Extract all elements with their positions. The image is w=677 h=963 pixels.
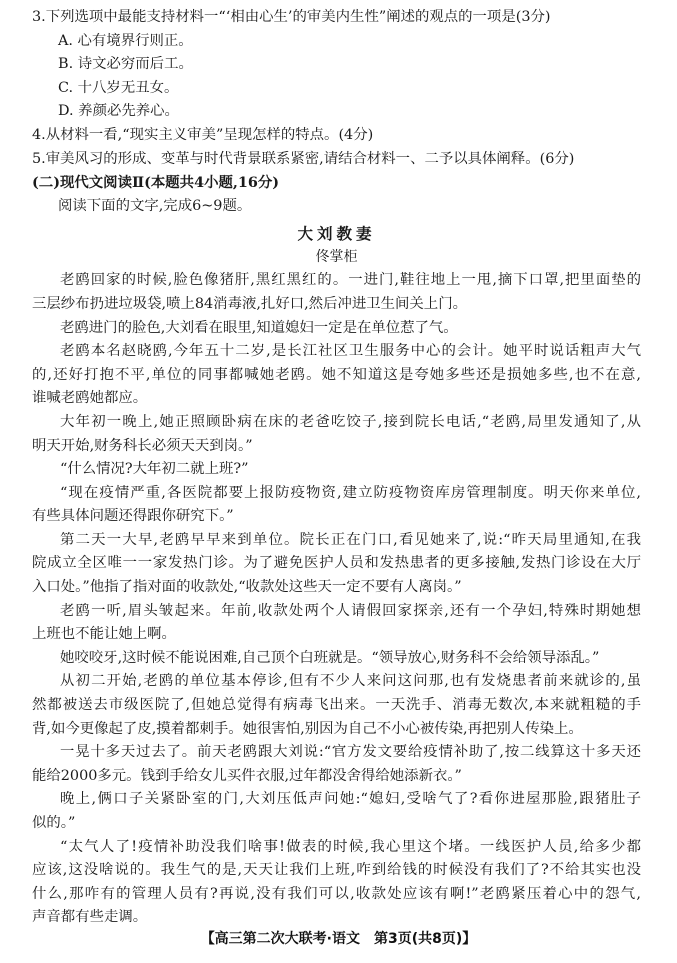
option-a: A. 心有境界行则正。 xyxy=(58,32,193,49)
article-paragraph xyxy=(32,836,641,930)
paragraph-line: 谁喊老鸥她都应。 xyxy=(32,390,148,407)
paragraph-line: 老鸥进门的脸色,大刘看在眼里,知道媳妇一定是在单位惹了气。 xyxy=(60,319,458,336)
paragraph-line: 什么,那咋有的管理人员有?再说,没有我们可以,收款处应该有啊!”老鸥紧压着心中的怨气, xyxy=(32,885,641,902)
paragraph-line: 能给2000多元。钱到手给女儿买件衣服,过年都没舍得给她添新衣。” xyxy=(32,767,462,784)
question-3: 3.下列选项中最能支持材料一“‘相由心生’的审美内生性”阐述的观点的一项是(3分) xyxy=(32,9,551,25)
option-b: B. 诗文必穷而后工。 xyxy=(58,56,193,73)
article-paragraph xyxy=(32,458,641,482)
option-d: D. 养颜必先养心。 xyxy=(58,103,179,120)
paragraph-line: 院成立全区唯一一家发热门诊。为了避免医护人员和发热患者的更多接触,发热门诊设在大厅 xyxy=(32,555,641,572)
paragraph-line: “什么情况?大年初二就上班?” xyxy=(60,461,249,478)
paragraph-line: 从初二开始,老鸥的单位基本停诊,但有不少人来问这问那,也有发烧患者前来就诊的,虽 xyxy=(60,673,641,690)
article-body xyxy=(32,269,641,930)
paragraph-line: 老鸥回家的时候,脸色像猪肝,黑红黑红的。一进门,鞋往地上一甩,摘下口罩,把里面垫的 xyxy=(60,272,641,289)
article-paragraph xyxy=(32,788,641,835)
paragraph-line: 晚上,俩口子关紧卧室的门,大刘压低声问她:“媳妇,受啥气了?看你进屋那脸,跟猪肚子 xyxy=(60,791,641,808)
paragraph-line: 有些具体问题还得跟你研究下。” xyxy=(32,508,234,525)
paragraph-line: 大年初一晚上,她正照顾卧病在床的老爸吃饺子,接到院长电话,“老鸥,局里发通知了,从 xyxy=(60,413,641,430)
article-paragraph xyxy=(32,482,641,529)
article-title: 大刘教妻 xyxy=(297,225,376,244)
paragraph-line: 老鸥本名赵晓鸥,今年五十二岁,是长江社区卫生服务中心的会计。她平时说话粗声大气 xyxy=(60,343,641,360)
paragraph-line: 三层纱布扔进垃圾袋,喷上84消毒液,扎好口,然后冲进卫生间关上门。 xyxy=(32,295,467,312)
option-c: C. 十八岁无丑女。 xyxy=(58,79,179,96)
article-paragraph xyxy=(32,647,641,671)
paragraph-line: “太气人了!疫情补助没我们啥事!做表的时候,我心里这个堵。一线医护人员,给多少都 xyxy=(60,838,641,855)
paragraph-line: 明天开始,财务科长必须天天到岗。” xyxy=(32,437,253,454)
question-5: 5.审美风习的形成、变革与时代背景联系紧密,请结合材料一、二予以具体阐释。(6分) xyxy=(32,150,575,167)
paragraph-line: 她咬咬牙,这时候不能说困难,自己顶个白班就是。“领导放心,财务科不会给领导添乱。” xyxy=(60,649,600,666)
article-paragraph xyxy=(32,670,641,741)
section-heading: (二)现代文阅读Ⅱ(本题共4小题,16分) xyxy=(32,174,280,192)
paragraph-line: 一晃十多天过去了。前天老鸥跟大刘说:“官方发文要给疫情补助了,按二线算这十多天还 xyxy=(60,744,641,761)
article-author: 佟掌柜 xyxy=(315,249,358,266)
paragraph-line: 应该,这没啥说的。我生气的是,天天让我们上班,咋到给钱的时候没有我们了?不给其实也没 xyxy=(32,862,641,879)
paragraph-line: 老鸥一听,眉头皱起来。年前,收款处两个人请假回家探亲,还有一个孕妇,特殊时期她想 xyxy=(60,602,641,619)
paragraph-line: 第二天一大早,老鸥早早来到单位。院长正在门口,看见她来了,说:“昨天局里通知,在我 xyxy=(60,531,641,548)
reading-instruction: 阅读下面的文字,完成6~9题。 xyxy=(58,197,252,214)
page-footer: 【高三第二次大联考·语文 第3页(共8页)】 xyxy=(200,931,477,947)
article-paragraph xyxy=(32,317,641,341)
paragraph-line: “现在疫情严重,各医院都要上报防疫物资,建立防疫物资库房管理制度。明天你来单位, xyxy=(60,484,641,501)
article-paragraph xyxy=(32,529,641,600)
article-paragraph xyxy=(32,340,641,411)
article-paragraph xyxy=(32,411,641,458)
paragraph-line: 上班也不能让她上啊。 xyxy=(32,626,176,643)
article-paragraph xyxy=(32,600,641,647)
paragraph-line: 然都被送去市级医院了,但她总觉得有病毒飞出来。一天洗手、消毒无数次,本来就粗糙的手 xyxy=(32,697,641,714)
article-paragraph xyxy=(32,741,641,788)
paragraph-line: 声音都有些走调。 xyxy=(32,909,148,926)
question-4: 4.从材料一看,“现实主义审美”呈现怎样的特点。(4分) xyxy=(32,126,374,143)
paragraph-line: 似的。” xyxy=(32,815,76,831)
paragraph-line: 的,还好打抱不平,单位的同事都喊她老鸥。她不知道这是夸她多些还是损她多些,也不在意, xyxy=(32,366,641,383)
paragraph-line: 入口处。”他指了指对面的收款处,“收款处这些天一定不要有人离岗。” xyxy=(32,579,462,596)
paragraph-line: 背,如今更像起了皮,摸着都刺手。她很害怕,别因为自己不小心被传染,再把别人传染上。 xyxy=(32,720,583,737)
article-paragraph xyxy=(32,269,641,316)
